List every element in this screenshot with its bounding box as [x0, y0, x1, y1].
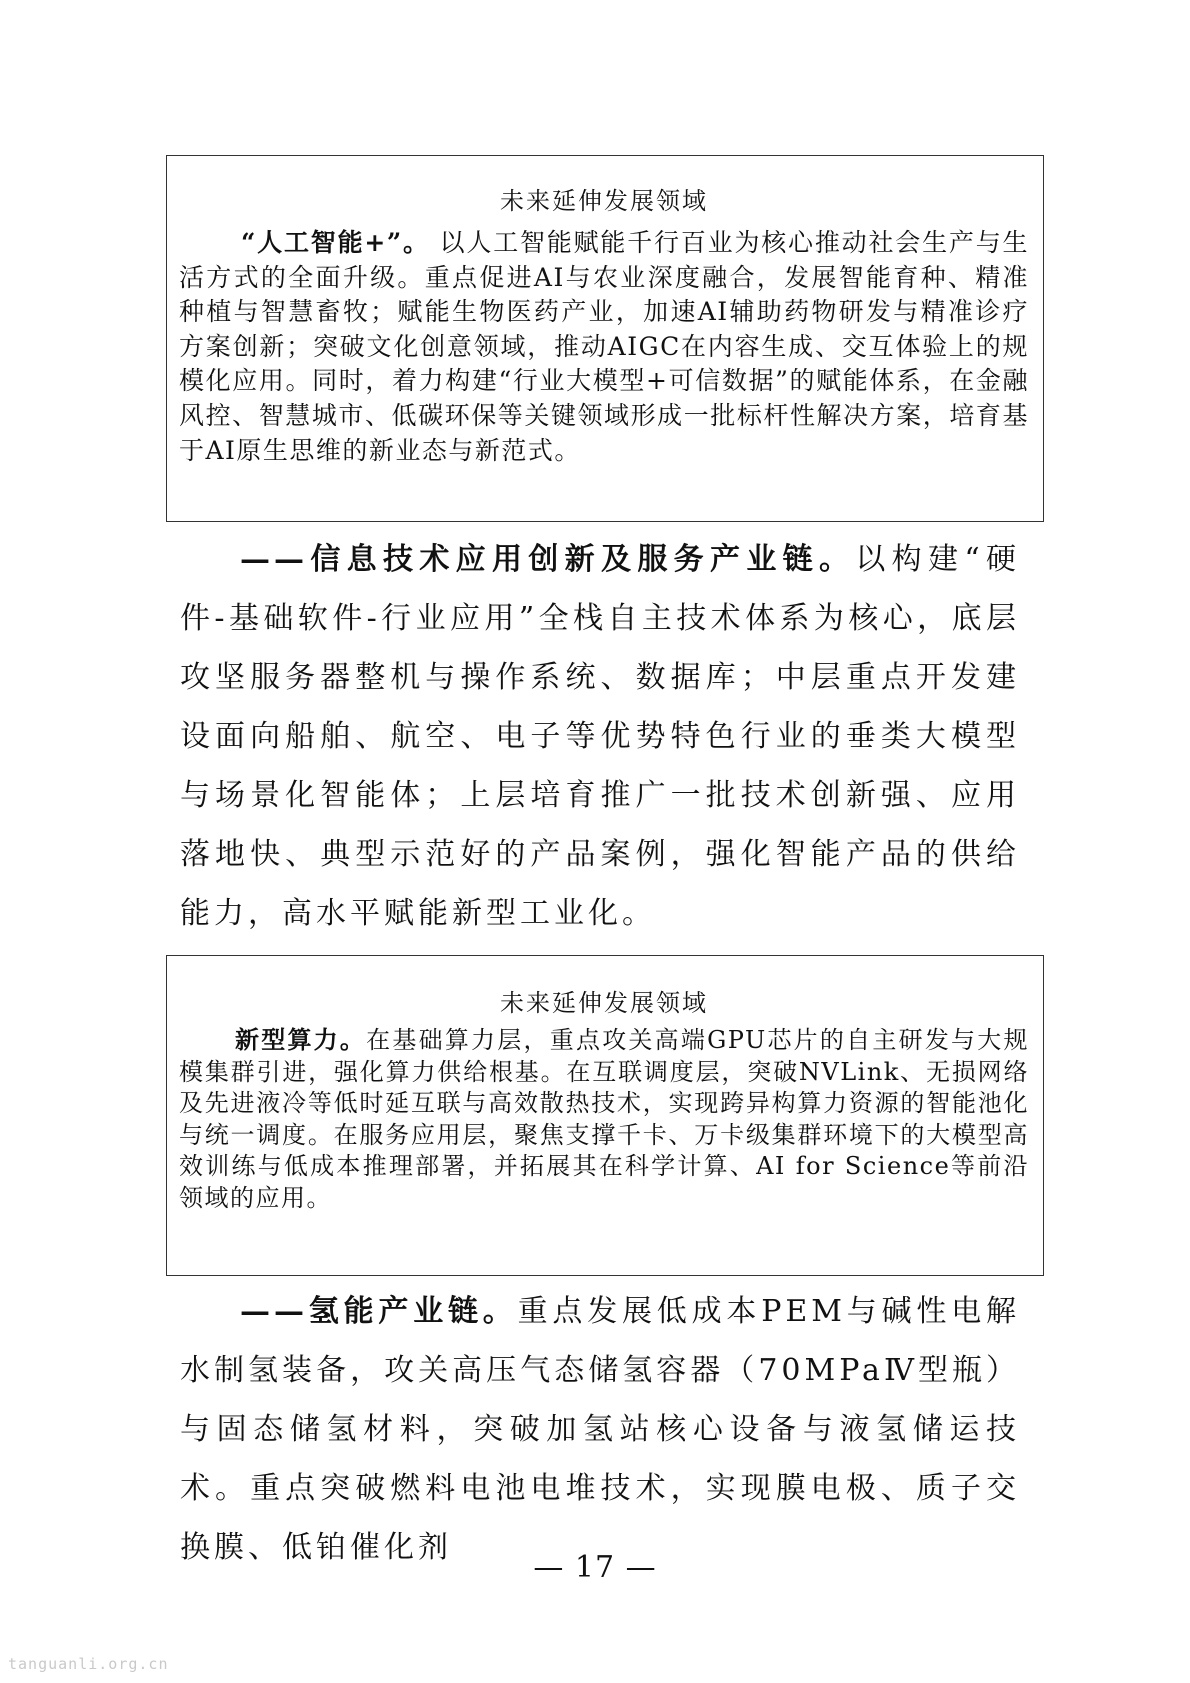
body-paragraph-hydrogen	[180, 1282, 1020, 1577]
box-title: 未来延伸发展领域	[500, 187, 708, 215]
box-text: 以人工智能赋能千行百业为核心推动社会生产与生活方式的全面升级。重点促进AI与农业深度融合，发展智能育种、精准种植与智慧畜牧；赋能生物医药产业，加速AI辅助药物研发与精准诊疗方案创新；突破文化创意领域，推动AIGC在内容生成、交互体验上的规模化应用。同时，着力构建“行业大模型+可信数据”的赋能体系，在金融风控、智慧城市、低碳环保等关键领域形成一批标杆性解决方案，培育基于AI原生思维的新业态与新范式。	[179, 228, 1029, 465]
future-extension-box-computing	[166, 955, 1044, 1276]
box-paragraph	[179, 1024, 1029, 1214]
box-paragraph	[179, 226, 1029, 468]
box-lead: “人工智能+”。	[241, 228, 430, 257]
paragraph-lead: ——氢能产业链。	[240, 1294, 518, 1329]
future-extension-box-ai-plus	[166, 155, 1044, 522]
paragraph-text: 重点发展低成本PEM与碱性电解水制氢装备，攻关高压气态储氢容器（70MPaⅣ型瓶）与固态储氢材料，突破加氢站核心设备与液氢储运技术。重点突破燃料电池电堆技术，实现膜电极、质子交换膜、低铂催化剂	[180, 1294, 1021, 1565]
box-text: 在基础算力层，重点攻关高端GPU芯片的自主研发与大规模集群引进，强化算力供给根基。在互联调度层，突破NVLink、无损网络及先进液冷等低时延互联与高效散热技术，实现跨异构算力资源的智能池化与统一调度。在服务应用层，聚焦支撑千卡、万卡级集群环境下的大模型高效训练与低成本推理部署，并拓展其在科学计算、AI for Science等前沿领域的应用。	[179, 1026, 1030, 1212]
box-lead: 新型算力。	[235, 1025, 367, 1054]
paragraph-text: 以构建“硬件-基础软件-行业应用”全栈自主技术体系为核心，底层攻坚服务器整机与操作系统、数据库；中层重点开发建设面向船舶、航空、电子等优势特色行业的垂类大模型与场景化智能体；上层培育推广一批技术创新强、应用落地快、典型示范好的产品案例，强化智能产品的供给能力，高水平赋能新型工业化。	[180, 542, 1020, 931]
watermark: tanguanli.org.cn	[8, 1655, 169, 1673]
box-title: 未来延伸发展领域	[500, 989, 708, 1017]
paragraph-lead: ——信息技术应用创新及服务产业链。	[240, 542, 856, 577]
body-paragraph-xinchuang	[180, 530, 1020, 943]
page-number: — 17 —	[533, 1550, 657, 1585]
